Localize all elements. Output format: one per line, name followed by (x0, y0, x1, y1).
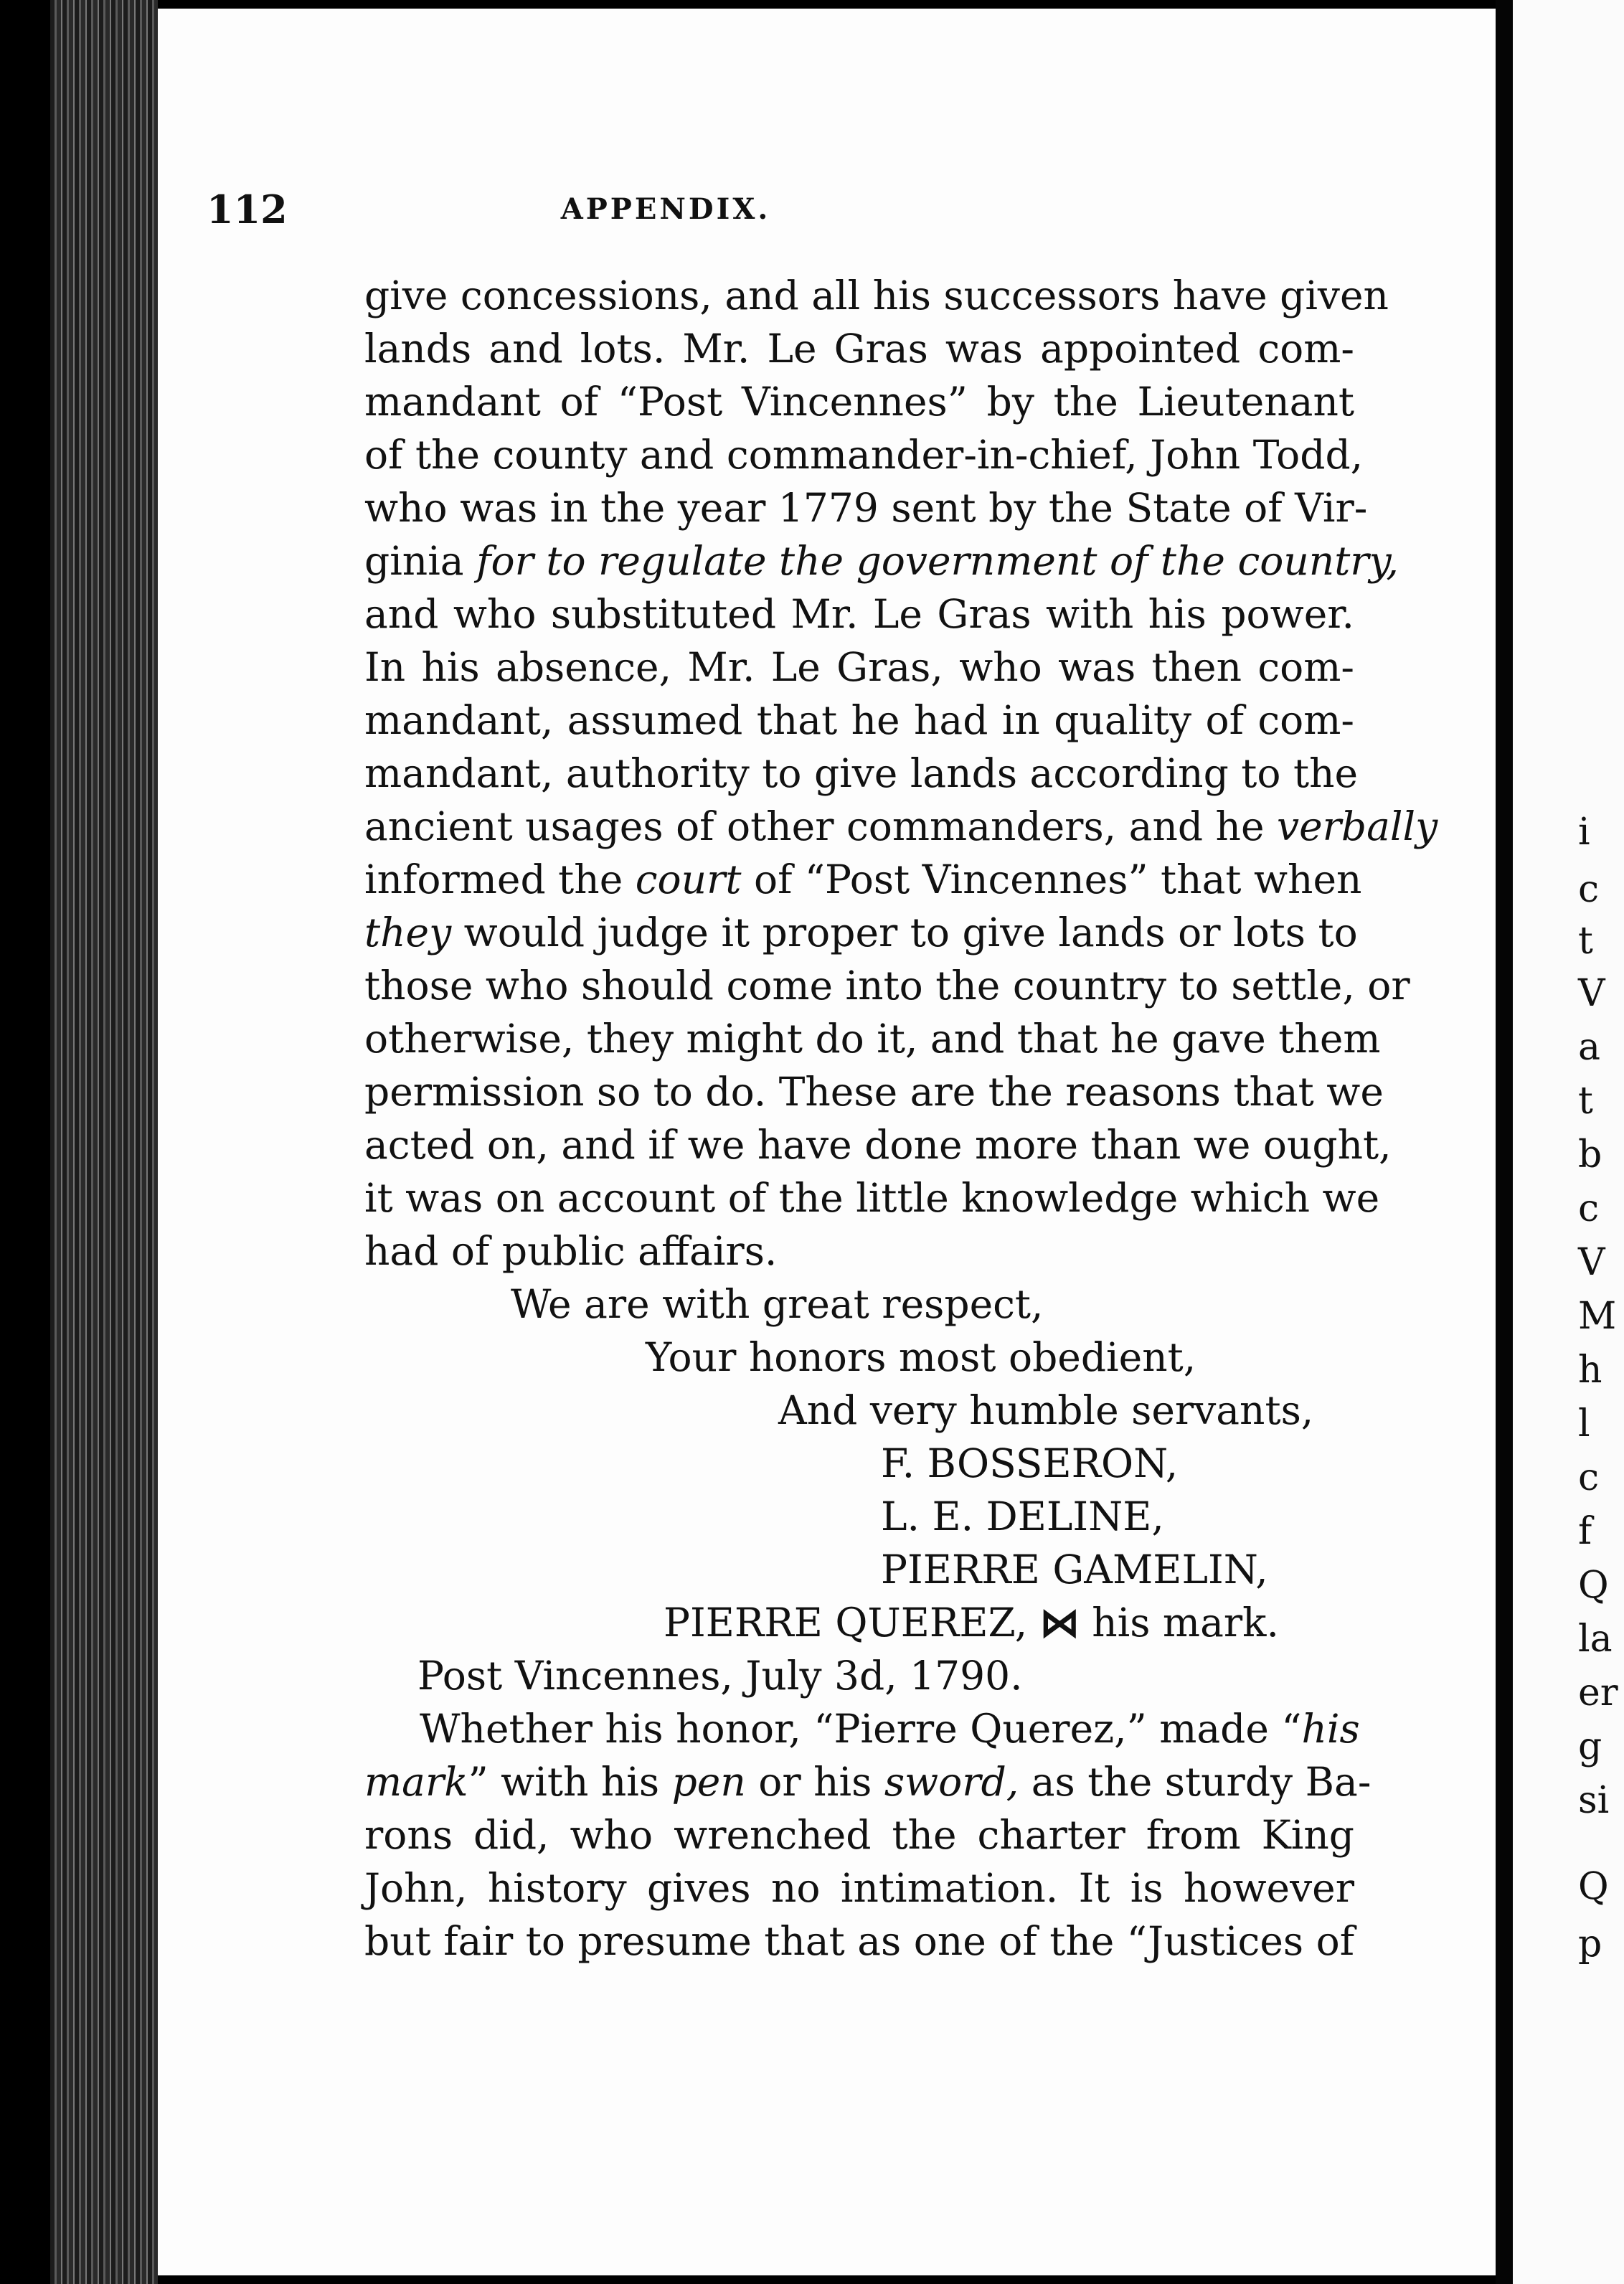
next-page-fragment: a (1578, 1026, 1601, 1069)
line-text: ” with his (468, 1759, 660, 1805)
italic-word: court (635, 856, 742, 902)
body-line: permission so to do. These are the reasons that we (364, 1069, 1384, 1115)
next-page-fragment: V (1578, 1241, 1605, 1284)
next-page-fragment: i (1578, 811, 1590, 854)
next-page-fragment: f (1578, 1510, 1592, 1553)
italic-word: verbally (1277, 803, 1438, 849)
signature-querez (664, 1596, 1279, 1649)
body-line (364, 906, 1358, 959)
closing-obedient: Your honors most obedient, (646, 1334, 1196, 1380)
next-page-fragment: er (1578, 1671, 1618, 1714)
body-line: who was in the year 1779 sent by the State of Vir- (364, 485, 1368, 531)
body-line (420, 1702, 1360, 1755)
body-line: but fair to presume that as one of the “Justices of (364, 1918, 1355, 1964)
body-line (364, 853, 1362, 906)
line-text: ancient usages of other commanders, and he (364, 803, 1265, 849)
signature-bosseron: F. BOSSERON, (881, 1440, 1179, 1486)
body-line: mandant, assumed that he had in quality of com- (364, 697, 1354, 743)
page-header-title: APPENDIX. (560, 192, 771, 226)
next-page-fragment: Q (1578, 1865, 1609, 1908)
body-line: rons did, who wrenched the charter from King (364, 1812, 1354, 1858)
next-page-fragment: c (1578, 1187, 1600, 1230)
italic-word: his (1301, 1706, 1360, 1752)
mark-label: his mark. (1092, 1600, 1279, 1646)
signature-gamelin: PIERRE GAMELIN, (881, 1547, 1268, 1592)
next-page-fragment: c (1578, 1456, 1600, 1499)
closing-respect: We are with great respect, (511, 1281, 1044, 1327)
body-line (364, 800, 1438, 853)
body-line: and who substituted Mr. Le Gras with his power. (364, 591, 1354, 637)
line-text: or his (758, 1759, 872, 1805)
body-line (364, 534, 1399, 587)
next-page-fragment: p (1578, 1922, 1602, 1966)
next-page-fragment: g (1578, 1725, 1602, 1768)
next-page-fragment: M (1578, 1295, 1617, 1338)
body-line: John, history gives no intimation. It is however (364, 1865, 1354, 1911)
body-line: lands and lots. Mr. Le Gras was appointed com- (364, 326, 1354, 372)
line-text: Whether his honor, “Pierre Querez,” made “ (420, 1706, 1302, 1752)
italic-word: mark (364, 1759, 468, 1805)
mark-icon: ⋈ (1039, 1599, 1080, 1646)
next-page-fragment: t (1578, 920, 1593, 963)
body-line: give concessions, and all his successors have given (364, 273, 1389, 318)
next-page-fragment: Q (1578, 1564, 1609, 1607)
line-text: of “Post Vincennes” that when (753, 856, 1362, 902)
signature-deline: L. E. DELINE, (881, 1493, 1164, 1539)
next-page-fragment: si (1578, 1779, 1610, 1822)
signature-name: PIERRE QUEREZ, (664, 1600, 1028, 1646)
next-page-fragment: c (1578, 868, 1600, 911)
next-page-fragment: la (1578, 1618, 1613, 1661)
closing-servants: And very humble servants, (778, 1387, 1314, 1433)
next-page-fragment: t (1578, 1080, 1593, 1123)
body-line: otherwise, they might do it, and that he gave them (364, 1016, 1381, 1062)
line-text: informed the (364, 856, 623, 902)
book-edge (50, 0, 158, 2284)
body-line: mandant, authority to give lands according to the (364, 750, 1359, 796)
body-line: had of public affairs. (364, 1228, 778, 1274)
running-head (207, 181, 1369, 238)
italic-word: pen (671, 1759, 746, 1805)
body-line: mandant of “Post Vincennes” by the Lieutenant (364, 379, 1354, 425)
line-text: ginia (364, 538, 464, 584)
body-line (364, 1755, 1372, 1808)
body-line: those who should come into the country to settle, or (364, 963, 1410, 1009)
italic-word: sword, (884, 1759, 1019, 1805)
italic-phrase: for to regulate the government of the country, (476, 538, 1399, 584)
dateline: Post Vincennes, July 3d, 1790. (417, 1653, 1023, 1699)
line-text: as the sturdy Ba- (1031, 1759, 1372, 1805)
body-line: In his absence, Mr. Le Gras, who was then com- (364, 644, 1354, 690)
book-gutter (1496, 0, 1513, 2284)
line-text: would judge it proper to give lands or lots to (463, 910, 1358, 955)
next-page-fragment: h (1578, 1349, 1602, 1392)
next-page-fragment: V (1578, 972, 1605, 1015)
page-number: 112 (207, 187, 288, 232)
body-line: of the county and commander-in-chief, John Todd, (364, 432, 1364, 478)
next-page-fragment: l (1578, 1402, 1590, 1445)
body-line: acted on, and if we have done more than we ought, (364, 1122, 1392, 1168)
body-line: it was on account of the little knowledge which we (364, 1175, 1380, 1221)
next-page-fragment: b (1578, 1133, 1602, 1176)
italic-word: they (364, 910, 452, 955)
